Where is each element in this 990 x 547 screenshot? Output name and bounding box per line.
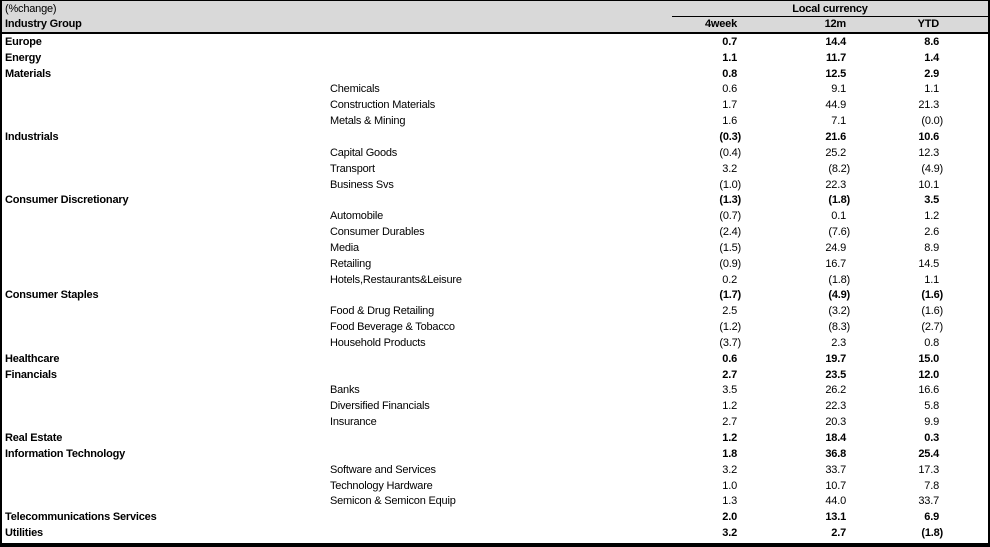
value-12m: (7.6) [828,226,850,239]
value-12m: 25.2 [825,146,846,159]
value-ytd: 15.0 [918,352,939,365]
value-ytd: 14.5 [918,257,939,270]
value-ytd: 8.9 [924,241,939,254]
sub-industry-row [2,493,988,509]
value-ytd: 0.3 [924,432,939,445]
column-header-4week: 4week [704,18,737,30]
value-12m: (4.9) [828,289,850,302]
value-ytd: 21.3 [918,99,939,112]
value-12m: 9.1 [831,83,846,96]
value-4week: 1.8 [722,447,737,460]
row-label: Household Products [330,336,426,349]
value-12m: 33.7 [825,463,846,476]
row-label: Consumer Staples [5,289,99,302]
value-ytd: 1.1 [924,273,939,286]
sub-industry-row [2,240,988,256]
value-12m: 22.3 [825,178,846,191]
value-4week: 1.2 [722,432,737,445]
value-4week: 3.2 [722,527,737,540]
table-header [2,1,988,34]
row-label: Food & Drug Retailing [330,305,435,318]
value-ytd: 33.7 [918,495,939,508]
value-12m: 2.3 [831,336,846,349]
value-4week: 0.2 [722,273,737,286]
row-label: Energy [5,51,42,64]
value-ytd: 2.6 [924,226,939,239]
value-4week: 2.5 [722,305,737,318]
row-label: Automobile [330,210,384,223]
row-label: Financials [5,368,57,381]
value-ytd: 10.1 [918,178,939,191]
row-label: Software and Services [330,463,436,476]
sub-industry-row [2,161,988,177]
row-label: Retailing [330,257,372,270]
row-label: Insurance [330,416,377,429]
value-4week: 2.0 [722,511,737,524]
value-12m: 23.5 [825,368,846,381]
value-12m: 19.7 [825,352,846,365]
value-ytd: 8.6 [924,35,939,48]
value-4week: 0.8 [722,67,737,80]
pct-change-label: (%change) [5,3,57,15]
row-label: Information Technology [5,447,126,460]
value-ytd: 1.2 [924,210,939,223]
row-label: Consumer Discretionary [5,194,129,207]
value-12m: 26.2 [825,384,846,397]
sub-industry-row [2,256,988,272]
industry-group-row [2,129,988,145]
value-4week: 1.6 [722,115,737,128]
value-4week: 3.2 [722,162,737,175]
row-label: Business Svs [330,178,394,191]
row-label: Real Estate [5,432,63,445]
industry-group-row [2,525,988,541]
industry-group-row [2,446,988,462]
value-ytd: 0.8 [924,336,939,349]
column-header-row [2,16,988,32]
value-ytd: 10.6 [918,130,939,143]
sub-industry-row [2,383,988,399]
value-4week: (1.2) [719,321,741,334]
value-12m: 0.1 [831,210,846,223]
value-ytd: (4.9) [921,162,943,175]
value-4week: 0.6 [722,83,737,96]
industry-group-row [2,34,988,50]
value-4week: 3.5 [722,384,737,397]
value-4week: (0.7) [719,210,741,223]
sub-industry-row [2,82,988,98]
value-ytd: 9.9 [924,416,939,429]
sub-industry-row [2,97,988,113]
value-4week: (3.7) [719,336,741,349]
row-label: Telecommunications Services [5,511,157,524]
currency-group-header: Local currency [672,1,988,17]
value-ytd: (1.8) [921,527,943,540]
value-4week: (1.3) [719,194,741,207]
value-ytd: (1.6) [921,289,943,302]
sub-industry-row [2,272,988,288]
value-4week: (0.4) [719,146,741,159]
value-12m: 20.3 [825,416,846,429]
column-header-ytd: YTD [917,18,939,30]
value-4week: (0.9) [719,257,741,270]
value-12m: 14.4 [825,35,846,48]
row-label: Media [330,241,359,254]
industry-group-row [2,430,988,446]
value-12m: 44.0 [825,495,846,508]
value-12m: (1.8) [828,273,850,286]
row-label: Europe [5,35,42,48]
value-4week: 2.7 [722,416,737,429]
value-ytd: (1.6) [921,305,943,318]
value-12m: 24.9 [825,241,846,254]
sub-industry-row [2,113,988,129]
value-12m: 22.3 [825,400,846,413]
row-label: Technology Hardware [330,479,433,492]
value-ytd: (2.7) [921,321,943,334]
value-4week: (1.7) [719,289,741,302]
value-12m: (8.3) [828,321,850,334]
value-12m: 2.7 [831,527,846,540]
industry-group-row [2,66,988,82]
value-ytd: 1.4 [924,51,939,64]
row-label: Hotels,Restaurants&Leisure [330,273,462,286]
value-4week: 0.7 [722,35,737,48]
value-12m: 10.7 [825,479,846,492]
value-4week: (1.0) [719,178,741,191]
value-12m: 44.9 [825,99,846,112]
value-ytd: (0.0) [921,115,943,128]
row-label: Transport [330,162,375,175]
industry-group-row [2,509,988,525]
value-ytd: 6.9 [924,511,939,524]
value-4week: 3.2 [722,463,737,476]
row-label: Materials [5,67,51,80]
value-12m: 18.4 [825,432,846,445]
value-12m: 13.1 [825,511,846,524]
sub-industry-row [2,414,988,430]
value-4week: 0.6 [722,352,737,365]
value-4week: 1.1 [722,51,737,64]
value-ytd: 25.4 [918,447,939,460]
sub-industry-row [2,462,988,478]
value-4week: (0.3) [719,130,741,143]
value-ytd: 12.3 [918,146,939,159]
sub-industry-row [2,303,988,319]
value-4week: 2.7 [722,368,737,381]
table-body [2,34,988,541]
value-ytd: 5.8 [924,400,939,413]
value-4week: (2.4) [719,226,741,239]
sub-industry-row [2,177,988,193]
row-label: Construction Materials [330,99,436,112]
value-12m: 21.6 [825,130,846,143]
value-12m: (3.2) [828,305,850,318]
industry-group-row [2,351,988,367]
row-label: Chemicals [330,83,380,96]
value-12m: 12.5 [825,67,846,80]
value-12m: 11.7 [825,51,846,64]
industry-group-row [2,367,988,383]
value-ytd: 1.1 [924,83,939,96]
value-ytd: 7.8 [924,479,939,492]
sub-industry-row [2,224,988,240]
row-label: Diversified Financials [330,400,430,413]
value-12m: (8.2) [828,162,850,175]
row-label: Metals & Mining [330,115,406,128]
sub-industry-row [2,145,988,161]
industry-group-row [2,288,988,304]
value-4week: 1.2 [722,400,737,413]
value-12m: 7.1 [831,115,846,128]
value-4week: 1.0 [722,479,737,492]
sub-industry-row [2,319,988,335]
value-12m: 16.7 [825,257,846,270]
header-right-spacer [943,16,988,32]
row-label: Healthcare [5,352,60,365]
sub-industry-row [2,398,988,414]
value-ytd: 3.5 [924,194,939,207]
value-ytd: 2.9 [924,67,939,80]
row-label: Utilities [5,527,43,540]
value-4week: (1.5) [719,241,741,254]
value-4week: 1.7 [722,99,737,112]
row-label: Food Beverage & Tobacco [330,321,455,334]
row-label: Consumer Durables [330,226,425,239]
value-ytd: 12.0 [918,368,939,381]
row-label: Industrials [5,130,59,143]
sub-industry-row [2,208,988,224]
industry-group-column-header: Industry Group [5,18,82,30]
row-label: Semicon & Semicon Equip [330,495,456,508]
value-4week: 1.3 [722,495,737,508]
value-ytd: 16.6 [918,384,939,397]
value-12m: (1.8) [828,194,850,207]
row-label: Banks [330,384,360,397]
sub-industry-row [2,478,988,494]
column-header-12m: 12m [824,18,846,30]
row-label: Capital Goods [330,146,398,159]
industry-group-row [2,192,988,208]
value-12m: 36.8 [825,447,846,460]
industry-group-row [2,50,988,66]
sub-industry-row [2,335,988,351]
value-ytd: 17.3 [918,463,939,476]
